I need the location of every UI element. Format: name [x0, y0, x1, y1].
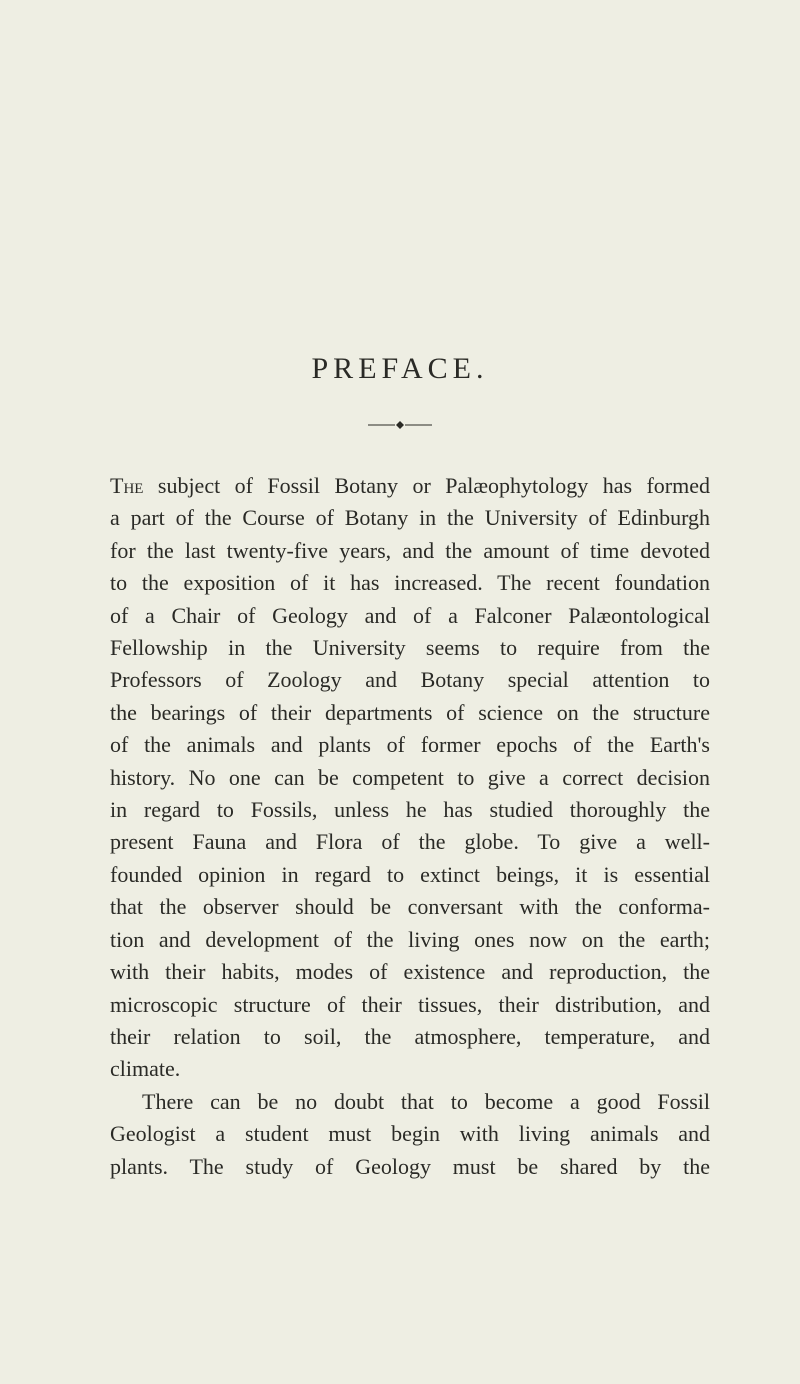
text-line: in regard to Fossils, unless he has studied thoroughly the: [110, 797, 710, 823]
text-line: to the exposition of it has increased. The recent foundation: [110, 570, 710, 596]
text-line: of a Chair of Geology and of a Falconer Palæontological: [110, 602, 710, 628]
text-line: history. No one can be competent to give a correct decision: [110, 764, 710, 790]
text-line: the bearings of their departments of science on the structure: [110, 699, 710, 725]
lead-word: The: [110, 473, 144, 498]
page-heading: PREFACE.: [311, 352, 489, 385]
body-text: [110, 470, 710, 1183]
text-line: microscopic structure of their tissues, their distribution, and: [110, 991, 710, 1017]
text-line: with their habits, modes of existence and reproduction, the: [110, 959, 710, 985]
text-line: for the last twenty-five years, and the amount of time devoted: [110, 537, 710, 563]
text-line: their relation to soil, the atmosphere, temperature, and: [110, 1023, 710, 1049]
paragraph-1: [110, 470, 710, 1086]
text-line: a part of the Course of Botany in the University of Edinburgh: [110, 505, 710, 531]
text-line: present Fauna and Flora of the globe. To give a well-: [110, 829, 710, 855]
text-line: founded opinion in regard to extinct beings, it is essential: [110, 861, 710, 887]
text-line: of the animals and plants of former epochs of the Earth's: [110, 732, 710, 758]
text-line: There can be no doubt that to become a good Fossil: [142, 1088, 710, 1114]
text-line: Fellowship in the University seems to require from the: [110, 635, 710, 661]
text-line: tion and development of the living ones now on the earth;: [110, 926, 710, 952]
text-line: climate.: [110, 1056, 181, 1082]
text-line: The subject of Fossil Botany or Palæophytology has formed: [110, 473, 710, 498]
diamond-rule-ornament: [368, 420, 432, 430]
paragraph-2: [110, 1086, 710, 1183]
text-line: Geologist a student must begin with living animals and: [110, 1121, 710, 1147]
text-line: that the observer should be conversant with the conforma-: [110, 894, 710, 920]
text-line: plants. The study of Geology must be shared by the: [110, 1153, 710, 1179]
text-line: Professors of Zoology and Botany special attention to: [110, 667, 710, 693]
